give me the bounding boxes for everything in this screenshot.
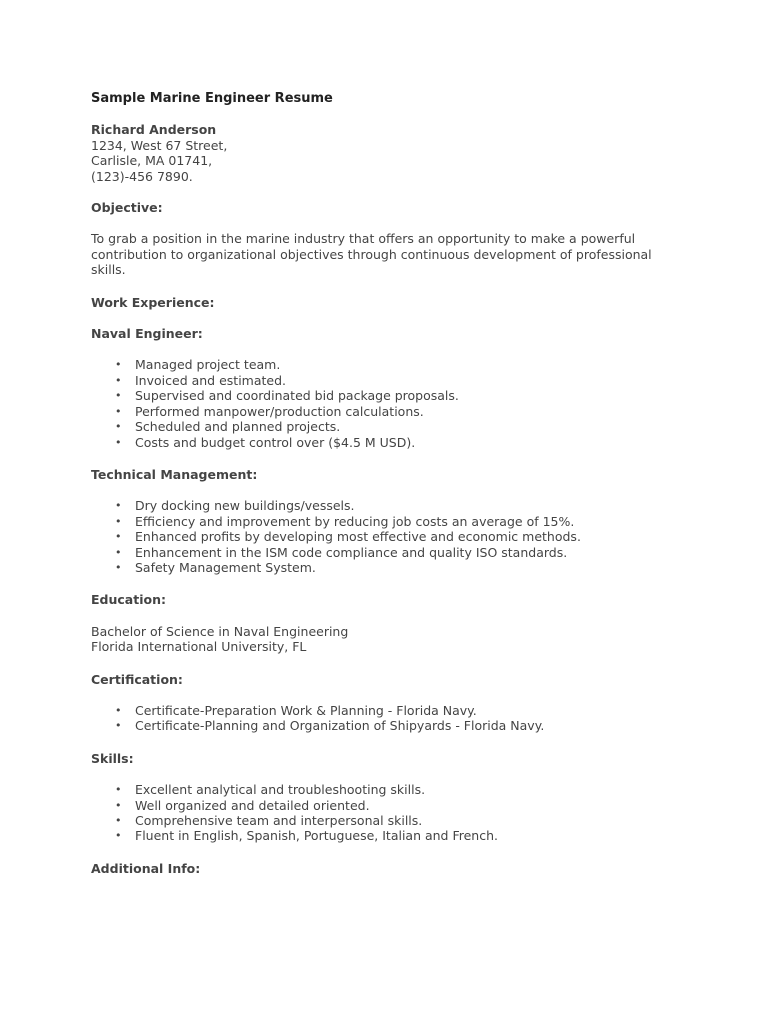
- bullet-icon: •: [115, 703, 122, 717]
- list-item: [91, 514, 691, 529]
- bullet-icon: •: [115, 389, 122, 403]
- bullet-icon: •: [115, 798, 122, 812]
- objective-heading: Objective:: [91, 200, 163, 216]
- list-item-text: Comprehensive team and interpersonal skills.: [135, 813, 423, 828]
- bullet-icon: •: [115, 373, 122, 387]
- bullet-icon: •: [115, 560, 122, 574]
- list-item-text: Enhanced profits by developing most effective and economic methods.: [135, 529, 581, 545]
- list-item: [91, 828, 691, 843]
- list-item-text: Dry docking new buildings/vessels.: [135, 498, 355, 514]
- technical-management-list: [91, 498, 691, 575]
- list-item-text: Fluent in English, Spanish, Portuguese, Italian and French.: [135, 828, 498, 844]
- address-street: 1234, West 67 Street,: [91, 137, 228, 153]
- list-item: [91, 703, 691, 718]
- list-item-text: Enhancement in the ISM code compliance and quality ISO standards.: [135, 544, 568, 560]
- list-item: [91, 435, 691, 450]
- list-item: [91, 419, 691, 434]
- list-item: [91, 798, 691, 813]
- candidate-name: Richard Anderson: [91, 122, 217, 138]
- bullet-icon: •: [115, 783, 122, 797]
- additional-info-heading: Additional Info:: [91, 860, 201, 876]
- work-experience-heading: Work Experience:: [91, 294, 215, 310]
- education-heading: Education:: [91, 592, 166, 608]
- list-item-text: Well organized and detailed oriented.: [135, 797, 370, 813]
- bullet-icon: •: [115, 404, 122, 418]
- list-item-text: Safety Management System.: [135, 559, 316, 575]
- skills-list: [91, 782, 691, 844]
- education-block: [91, 624, 691, 655]
- education-degree: Bachelor of Science in Naval Engineering: [91, 623, 349, 639]
- list-item-text: Certificate-Planning and Organization of Shipyards - Florida Navy.: [135, 718, 545, 734]
- list-item-text: Performed manpower/production calculations.: [135, 403, 424, 419]
- naval-engineer-list: [91, 357, 691, 449]
- bullet-icon: •: [115, 499, 122, 513]
- list-item-text: Costs and budget control over ($4.5 M USD).: [135, 434, 416, 450]
- document-title: Sample Marine Engineer Resume: [91, 91, 333, 106]
- objective-text: To grab a position in the marine industry that offers an opportunity to make a powerful contribution to organizational objectives through continuous development of professional skills.: [91, 231, 652, 278]
- list-item-text: Excellent analytical and troubleshooting skills.: [135, 782, 426, 798]
- naval-engineer-heading: Naval Engineer:: [91, 326, 203, 342]
- bullet-icon: •: [115, 814, 122, 827]
- list-item: [91, 498, 691, 513]
- list-item-text: Managed project team.: [135, 357, 281, 373]
- address-city: Carlisle, MA 01741,: [91, 153, 213, 169]
- bullet-icon: •: [115, 420, 122, 434]
- bullet-icon: •: [115, 358, 122, 372]
- bullet-icon: •: [115, 514, 122, 528]
- list-item: [91, 560, 691, 575]
- list-item: [91, 357, 691, 372]
- resume-page: [91, 91, 691, 892]
- bullet-icon: •: [115, 435, 122, 449]
- bullet-icon: •: [115, 829, 122, 843]
- certification-list: [91, 703, 691, 734]
- bullet-icon: •: [115, 545, 122, 559]
- skills-heading: Skills:: [91, 750, 134, 766]
- list-item: [91, 782, 691, 797]
- list-item-text: Invoiced and estimated.: [135, 372, 287, 388]
- list-item: [91, 813, 691, 828]
- certification-heading: Certification:: [91, 671, 183, 687]
- bullet-icon: •: [115, 719, 122, 733]
- list-item: [91, 545, 691, 560]
- list-item: [91, 529, 691, 544]
- technical-management-heading: Technical Management:: [91, 466, 258, 482]
- list-item-text: Efficiency and improvement by reducing job costs an average of 15%.: [135, 513, 575, 529]
- list-item: [91, 373, 691, 388]
- contact-block: [91, 122, 691, 184]
- list-item: [91, 388, 691, 403]
- list-item-text: Scheduled and planned projects.: [135, 419, 341, 435]
- education-school: Florida International University, FL: [91, 639, 307, 655]
- list-item: [91, 718, 691, 733]
- list-item: [91, 404, 691, 419]
- phone-number: (123)-456 7890.: [91, 168, 193, 184]
- list-item-text: Supervised and coordinated bid package proposals.: [135, 388, 459, 404]
- list-item-text: Certificate-Preparation Work & Planning - Florida Navy.: [135, 702, 477, 718]
- bullet-icon: •: [115, 530, 122, 544]
